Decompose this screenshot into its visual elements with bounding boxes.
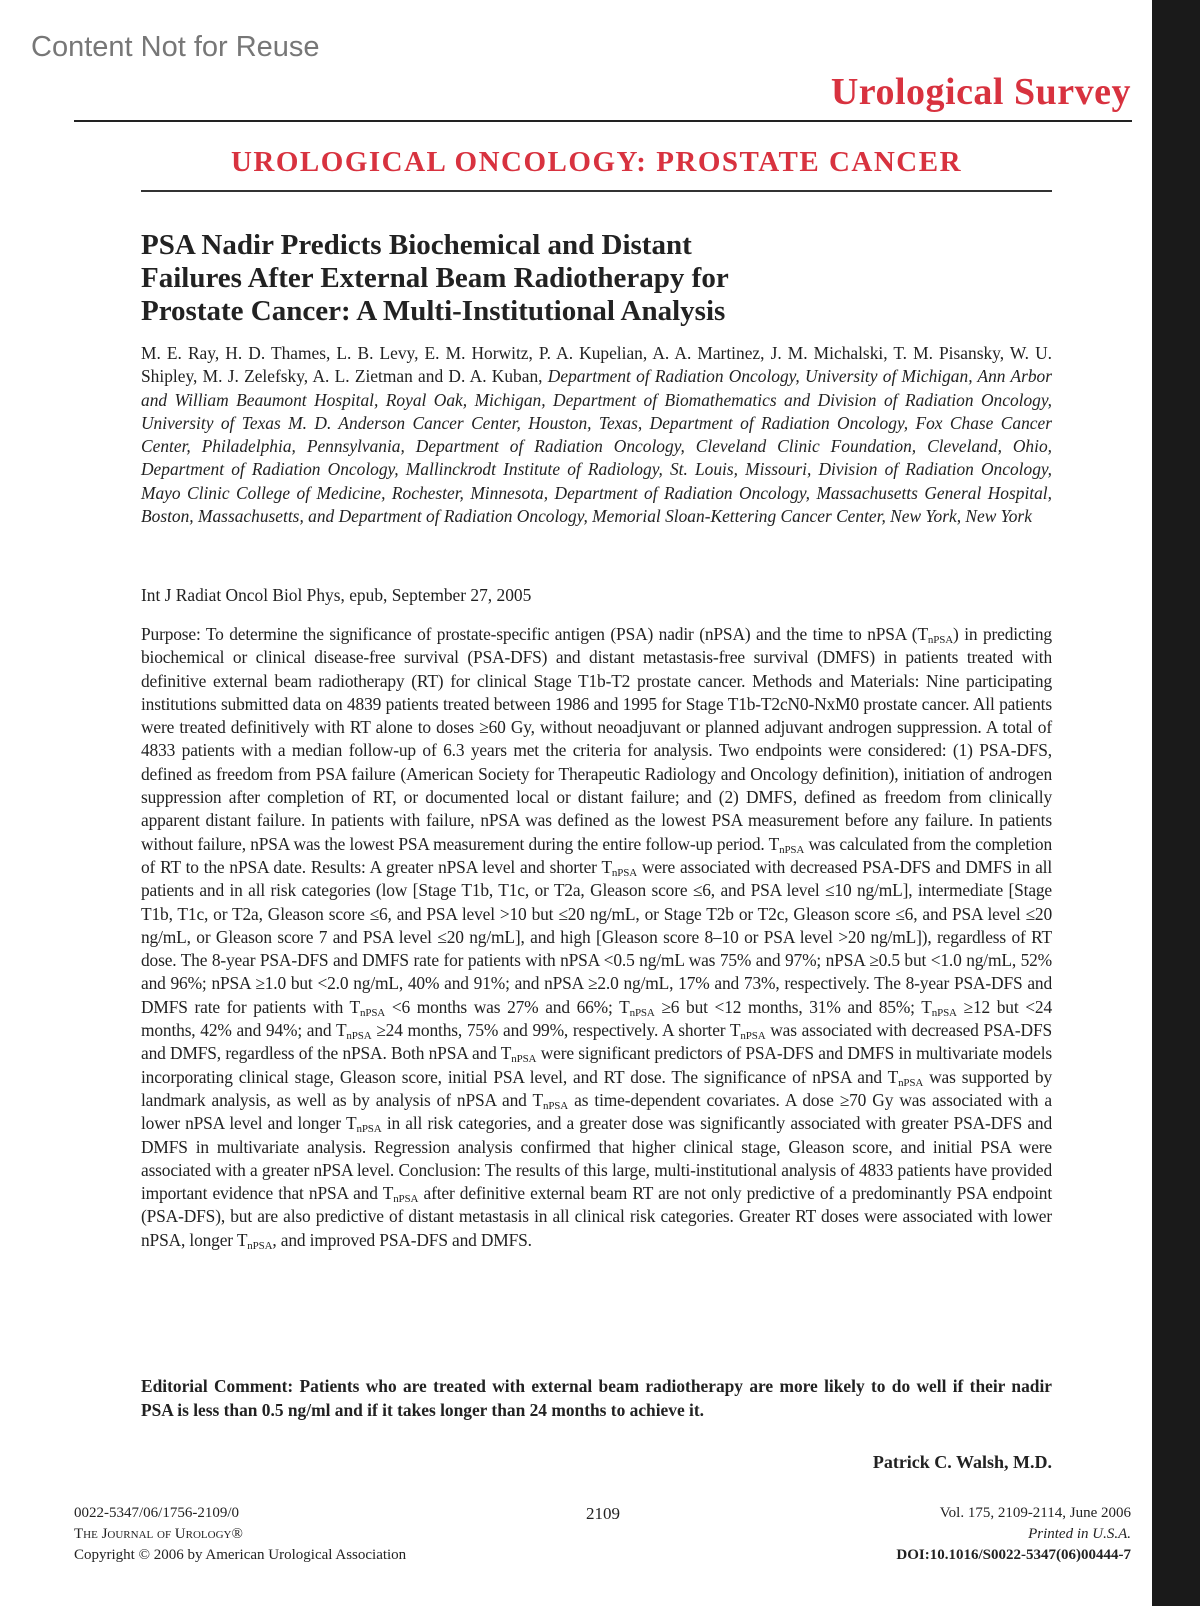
title-line: PSA Nadir Predicts Biochemical and Distant xyxy=(141,229,692,261)
page-number: 2109 xyxy=(586,1504,620,1523)
footer-volume: Vol. 175, 2109-2114, June 2006 xyxy=(939,1505,1131,1521)
tnpsa-term: $T_{nPSA}$ xyxy=(349,996,386,1019)
tnpsa-term: $T_{nPSA}$ xyxy=(346,1113,382,1136)
editorial-comment: Editorial Comment: Patients who are treated with external beam radiotherapy are more likely to do well if their nadir PSA is less than 0.5 ng/ml and if it takes longer than 24 months to achieve it. xyxy=(141,1376,1052,1420)
footer-right xyxy=(896,1503,1131,1566)
tnpsa-term: $T_{nPSA}$ xyxy=(768,833,805,856)
editorial-author: Patrick C. Walsh, M.D. xyxy=(872,1452,1052,1472)
footer-printed: Printed in U.S.A. xyxy=(1028,1526,1131,1542)
footer-code: 0022-5347/06/1756-2109/0 xyxy=(74,1505,239,1521)
affiliations: Department of Radiation Oncology, University of Michigan, Ann Arbor and William Beaumont Hospital, Royal Oak, Michigan, Department of Biomathematics and Division of Radiation Oncology, University of Texas M. D. Anderson Cancer Center, Houston, Texas, Department of Radiation Oncology, Fox Chase Cancer Center, Philadelphia, Pennsylvania, Department of Radiation Oncology, Cleveland Clinic Foundation, Cleveland, Ohio, Department of Radiation Oncology, Mallinckrodt Institute of Radiology, St. Louis, Missouri, Division of Radiation Oncology, Mayo Clinic College of Medicine, Rochester, Minnesota, Department of Radiation Oncology, Massachusetts General Hospital, Boston, Massachusetts, and Department of Radiation Oncology, Memorial Sloan-Kettering Cancer Center, New York, New York xyxy=(141,366,1052,527)
tnpsa-term: $T_{nPSA}$ xyxy=(917,624,954,646)
abstract: Purpose: To determine the significance of prostate-specific antigen (PSA) nadir (nPSA) and the time to nPSA $(T_{nPSA})$ in predicting biochemical or clinical disease-free survival (PSA-DFS) and distant metastasis-free survival (DMFS) in patients treated with definitive external beam radiotherapy (RT) for clinical Stage T1b-T2 prostate cancer. Methods and Materials: Nine participating institutions submitted data on 4839 patients treated between 1986 and 1995 for Stage T1b-T2cN0-NxM0 prostate cancer. All patients were treated definitively with RT alone to doses ≥60 Gy, without neoadjuvant or planned adjuvant androgen suppression. A total of 4833 patients with a median follow-up of 6.3 years met the criteria for analysis. Two endpoints were considered: (1) PSA-DFS, defined as freedom from PSA failure (American Society for Therapeutic Radiology and Oncology definition), initiation of androgen suppression after completion of RT, or documented local or distant failure; and (2) DMFS, defined as freedom from clinically apparent distant failure. In patients with failure, nPSA was defined as the lowest PSA measurement before any failure. In patients without failure, nPSA was the lowest PSA measurement during the entire follow-up period. $T_{nPSA}$ was calculated from the completion of RT to the nPSA date. Results: A greater nPSA level and shorter $T_{nPSA}$ were associated with decreased PSA-DFS and DMFS in all patients and in all risk categories (low [Stage T1b, T1c, or T2a, Gleason score ≤6, and PSA level ≤10 ng/mL], intermediate [Stage T1b, T1c, or T2a, Gleason score ≤6, and PSA level >10 but ≤20 ng/mL, or Stage T2b or T2c, Gleason score ≤6, and PSA level ≤20 ng/mL, or Gleason score 7 and PSA level ≤20 ng/mL], and high [Gleason score 8–10 or PSA level >20 ng/mL]), regardless of RT dose. The 8-year PSA-DFS and DMFS rate for patients with nPSA <0.5 ng/mL was 75% and 97%; nPSA ≥0.5 but <1.0 ng/mL, 52% and 96%; nPSA ≥1.0 but <2.0 ng/mL, 40% and 91%; and nPSA ≥2.0 ng/mL, 17% and 73%, respectively. The 8-year PSA-DFS and DMFS rate for patients with $T_{nPSA} <6$ months was 27% and 66%; $T_{nPSA} \ge 6$ but <12 months, 31% and 85%; $T_{nPSA} \ge 12$ but <24 months, 42% and 94%; and $T_{nPSA} \ge 24$ months, 75% and 99%, respectively. A shorter $T_{nPSA}$ was associated with decreased PSA-DFS and DMFS, regardless of the nPSA. Both nPSA and $T_{nPSA}$ were significant predictors of PSA-DFS and DMFS in multivariate models incorporating clinical stage, Gleason score, initial PSA level, and RT dose. The significance of nPSA and $T_{nPSA}$ was supported by landmark analysis, as well as by analysis of nPSA and $T_{nPSA}$ as time-dependent covariates. A dose ≥70 Gy was associated with a lower nPSA level and longer $T_{nPSA}$ in all risk categories, and a greater dose was significantly associated with greater PSA-DFS and DMFS in multivariate analysis. Regression analysis confirmed that higher clinical stage, Gleason score, and initial PSA were associated with a greater nPSA level. Conclusion: The results of this large, multi-institutional analysis of 4833 patients have provided important evidence that nPSA and $T_{nPSA}$ after definitive external beam RT are not only predictive of a predominantly PSA endpoint (PSA-DFS), but are also predictive of distant metastasis in all clinical risk categories. Greater RT doses were associated with lower nPSA, longer $T_{nPSA}$, and improved PSA-DFS and DMFS. xyxy=(141,624,1053,1252)
title-line: Failures After External Beam Radiotherapy for xyxy=(141,262,729,294)
journal-section-title: Urological Survey xyxy=(830,71,1131,113)
tnpsa-term: $T_{nPSA}$ xyxy=(335,1020,372,1043)
tnpsa-term: $T_{nPSA}$ xyxy=(887,1066,924,1089)
page-edge-bar xyxy=(1152,0,1200,1606)
footer-journal: The Journal of Urology® xyxy=(74,1526,243,1542)
citation: Int J Radiat Oncol Biol Phys, epub, September 27, 2005 xyxy=(141,585,532,605)
tnpsa-term: $T_{nPSA}$ xyxy=(236,1229,273,1252)
section-rule xyxy=(141,190,1052,192)
header-rule xyxy=(74,120,1132,122)
tnpsa-term: $T_{nPSA}$ xyxy=(382,1183,419,1206)
tnpsa-term: $T_{nPSA}$ xyxy=(500,1043,537,1066)
tnpsa-term: $T_{nPSA}$ xyxy=(729,1020,766,1043)
tnpsa-term: $T_{nPSA}$ xyxy=(921,996,957,1019)
tnpsa-term: $T_{nPSA}$ xyxy=(601,856,638,879)
tnpsa-term: $T_{nPSA}$ xyxy=(532,1089,569,1112)
title-line: Prostate Cancer: A Multi-Institutional Analysis xyxy=(141,295,726,327)
watermark: Content Not for Reuse xyxy=(31,31,320,63)
tnpsa-term: $T_{nPSA}$ xyxy=(619,996,655,1019)
footer-copyright: Copyright © 2006 by American Urological Association xyxy=(74,1547,407,1563)
authors: M. E. Ray, H. D. Thames, L. B. Levy, E. M. Horwitz, P. A. Kupelian, A. A. Martinez, J. M. Michalski, T. M. Pisansky, W. U. Shipley, M. J. Zelefsky, A. L. Zietman and D. A. Kuban, xyxy=(141,343,1052,387)
author-block xyxy=(141,342,1052,528)
footer-doi: DOI:10.1016/S0022-5347(06)00444-7 xyxy=(896,1547,1131,1563)
article-title xyxy=(141,229,1052,328)
section-heading: UROLOGICAL ONCOLOGY: PROSTATE CANCER xyxy=(230,146,963,178)
